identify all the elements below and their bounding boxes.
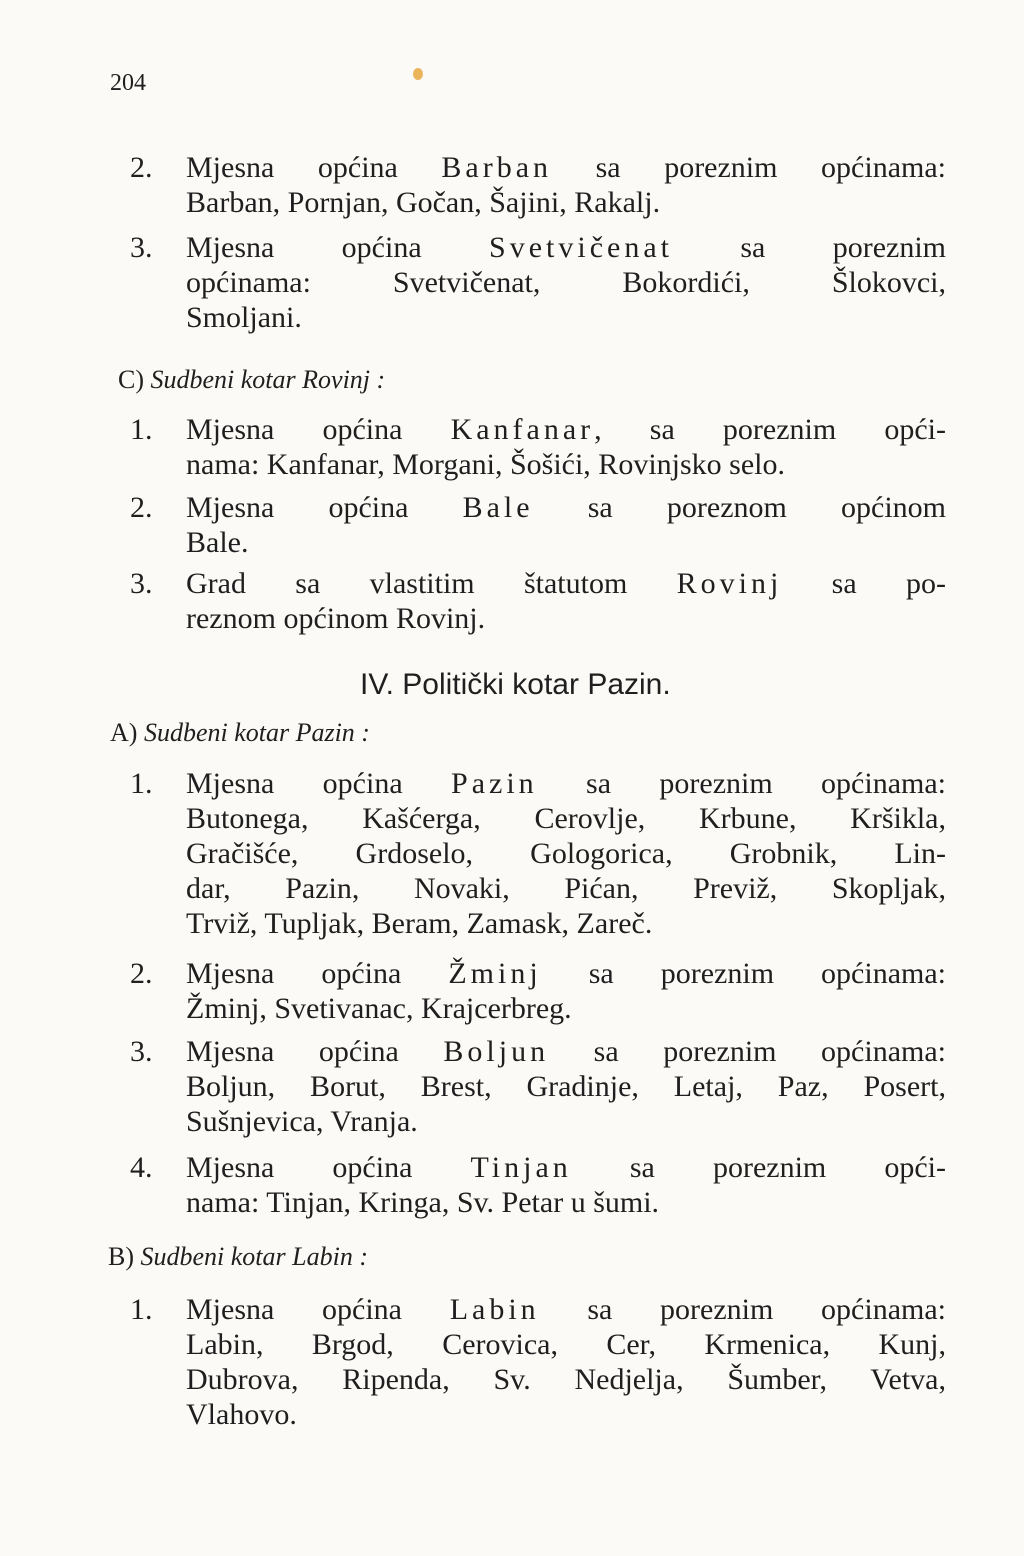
text-line: Boljun, Borut, Brest, Gradinje, Letaj, Paz, Posert, bbox=[186, 1070, 946, 1103]
item-text bbox=[186, 490, 946, 560]
text-line: Dubrova, Ripenda, Sv. Nedjelja, Šumber, Vetva, bbox=[186, 1363, 946, 1396]
text-line: Mjesna općina Boljun sa poreznim općinama: bbox=[186, 1035, 947, 1068]
text-line: Mjesna općina Kanfanar, sa poreznim opći- bbox=[186, 413, 946, 446]
item-text bbox=[186, 412, 946, 482]
text-line: dar, Pazin, Novaki, Pićan, Previž, Skopljak, bbox=[186, 872, 946, 905]
item-number: 3. bbox=[130, 567, 153, 600]
item-text bbox=[186, 956, 946, 1026]
text-line: Mjesna općina Pazin sa poreznim općinama: bbox=[186, 767, 947, 800]
item-number: 4. bbox=[130, 1151, 153, 1184]
sub-heading-rovinj bbox=[118, 365, 385, 395]
item-number: 1. bbox=[130, 767, 153, 800]
item-text bbox=[186, 566, 946, 636]
sub-heading-letter: B) bbox=[108, 1242, 134, 1271]
item-text bbox=[186, 766, 946, 941]
item-number: 3. bbox=[130, 231, 153, 264]
text-line: nama: Kanfanar, Morgani, Šošići, Rovinjsko selo. bbox=[186, 448, 785, 481]
item-number: 3. bbox=[130, 1035, 153, 1068]
spaced-name: Barban bbox=[441, 151, 553, 184]
text-line: Mjesna općina Tinjan sa poreznim opći- bbox=[186, 1151, 947, 1184]
item-number: 2. bbox=[130, 957, 153, 990]
text-line: Vlahovo. bbox=[186, 1398, 297, 1431]
spaced-name: Žminj bbox=[448, 957, 542, 990]
sub-heading-letter: C) bbox=[118, 365, 144, 394]
sub-heading-letter: A) bbox=[110, 718, 138, 747]
text-line: Trviž, Tupljak, Beram, Zamask, Zareč. bbox=[186, 907, 653, 940]
text-line: Mjesna općina Bale sa poreznom općinom bbox=[186, 491, 947, 524]
text-line: Mjesna općina Barban sa poreznim općinama: bbox=[186, 151, 947, 184]
text-line: reznom općinom Rovinj. bbox=[186, 602, 486, 635]
item-text bbox=[186, 1150, 946, 1220]
item-text bbox=[186, 1034, 946, 1139]
spaced-name: Pazin bbox=[451, 767, 538, 800]
text-line: Bale. bbox=[186, 526, 249, 559]
text-line: Grad sa vlastitim štatutom Rovinj sa po- bbox=[186, 567, 947, 600]
item-text bbox=[186, 230, 946, 335]
text-line: Mjesna općina Labin sa poreznim općinama: bbox=[186, 1293, 947, 1326]
text-line: Sušnjevica, Vranja. bbox=[186, 1105, 418, 1138]
text-line: Mjesna općina Svetvičenat sa poreznim bbox=[186, 231, 947, 264]
text-line: nama: Tinjan, Kringa, Sv. Petar u šumi. bbox=[186, 1186, 660, 1219]
sub-heading-pazin bbox=[110, 718, 370, 748]
spaced-name: Labin bbox=[449, 1293, 540, 1326]
text-line: općinama: Svetvičenat, Bokordići, Šlokovci, bbox=[186, 266, 946, 299]
sub-heading-title: Sudbeni kotar Pazin : bbox=[143, 718, 370, 747]
item-number: 2. bbox=[130, 151, 153, 184]
text-line: Labin, Brgod, Cerovica, Cer, Krmenica, Kunj, bbox=[186, 1328, 946, 1361]
text-line: Žminj, Svetivanac, Krajcerbreg. bbox=[186, 992, 572, 1025]
item-text bbox=[186, 150, 946, 220]
text-line: Smoljani. bbox=[186, 301, 302, 334]
ink-spot bbox=[413, 68, 423, 80]
spaced-name: Bale bbox=[462, 491, 534, 524]
spaced-name: Tinjan bbox=[470, 1151, 572, 1184]
sub-heading-title: Sudbeni kotar Labin : bbox=[140, 1242, 368, 1271]
text-line: Gračišće, Grdoselo, Gologorica, Grobnik, Lin- bbox=[186, 837, 946, 870]
spaced-name: Kanfanar bbox=[450, 413, 595, 446]
sub-heading-labin bbox=[108, 1242, 368, 1272]
text-line: Barban, Pornjan, Gočan, Šajini, Rakalj. bbox=[186, 186, 661, 219]
text-line: Butonega, Kašćerga, Cerovlje, Krbune, Kršikla, bbox=[186, 802, 946, 835]
sub-heading-title: Sudbeni kotar Rovinj : bbox=[150, 365, 386, 394]
section-heading-pazin: IV. Politički kotar Pazin. bbox=[360, 668, 671, 701]
item-number: 1. bbox=[130, 1293, 153, 1326]
page-number: 204 bbox=[110, 70, 146, 96]
spaced-name: Rovinj bbox=[676, 567, 783, 600]
item-number: 1. bbox=[130, 413, 153, 446]
spaced-name: Boljun bbox=[443, 1035, 550, 1068]
item-text bbox=[186, 1292, 946, 1432]
text-line: Mjesna općina Žminj sa poreznim općinama: bbox=[186, 957, 947, 990]
item-number: 2. bbox=[130, 491, 153, 524]
spaced-name: Svetvičenat bbox=[489, 231, 673, 264]
